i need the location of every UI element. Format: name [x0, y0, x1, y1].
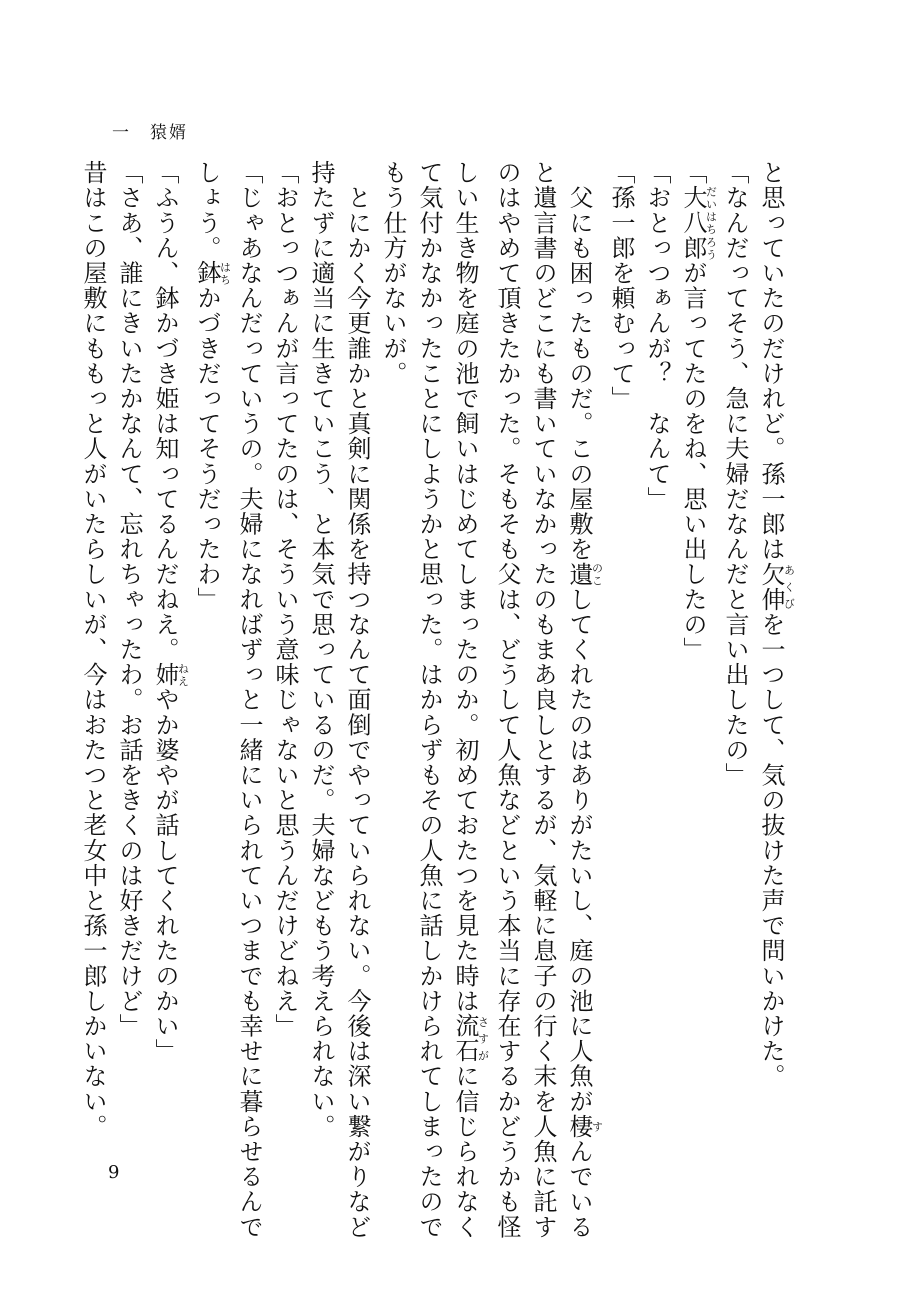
furigana-reading: さすが [476, 1013, 490, 1064]
text-segment: を一つして、気の抜けた声で問いかけた。 [757, 611, 785, 1089]
text-segment: と遺言書のどこにも書いていなかったのもまあ良しとするが、気軽に息子の行く末を人魚に託す [529, 160, 557, 1240]
text-segment: が言ってたのをね、思い出したの」 [679, 260, 707, 663]
ruby-annotated-word: 流石さすが [451, 1013, 490, 1064]
text-line [75, 160, 111, 1160]
text-segment: しい生き物を庭の池で飼いはじめてしまったのか。初めておたつを見た時は [451, 160, 479, 1014]
text-segment: 父にも困ったものだ。この屋敷を [565, 160, 593, 562]
text-line [147, 160, 189, 1160]
text-line [489, 160, 525, 1240]
chapter-number: 一 [112, 123, 131, 143]
text-segment: んでいる [565, 1138, 593, 1240]
text-line [603, 160, 639, 1160]
body-text [75, 160, 796, 1240]
text-segment: 「 [679, 160, 707, 186]
ruby-annotated-word: 欠伸あくび [757, 561, 796, 612]
text-segment: 「ふうん、鉢かづき姫は知ってるんだねえ。 [151, 160, 179, 662]
ruby-annotated-word: 大八郎だいはちろう [679, 185, 718, 261]
text-line [111, 160, 147, 1160]
text-segment: 「じゃあなんだっていうの。夫婦になればずっと一緒にいられていつまでも幸せに暮らせるんで [235, 160, 263, 1240]
text-segment: のはやめて頂きたかった。そもそも父は、どうして人魚などという本当に存在するかどうかも怪 [493, 160, 521, 1240]
text-segment: してくれたのはありがたいし、庭の池に人魚が [565, 586, 593, 1114]
text-line [753, 160, 795, 1160]
text-line [231, 160, 267, 1240]
furigana-reading: ねえ [176, 662, 190, 688]
text-line [189, 160, 231, 1160]
text-segment: 「さあ、誰にきいたかなんて、忘れちゃったわ。お話をきくのは好きだけど」 [115, 160, 143, 1039]
text-line [339, 160, 375, 1240]
text-segment: 「おとっつぁんが言ってたのは、そういう意味じゃないと思うんだけどねえ」 [271, 160, 299, 1039]
furigana-reading: あくび [782, 561, 796, 612]
text-segment: 持たずに適当に生きていこう、と本気で思っているのだ。夫婦などもう考えられない。 [307, 160, 335, 1139]
text-segment: て気付かなかったことにしようかと思った。はからずもその人魚に話しかけられてしまったので [415, 160, 443, 1240]
furigana-reading: だいはちろう [704, 185, 718, 261]
text-segment: に信じられなく [451, 1063, 479, 1240]
furigana-reading: のこ [590, 561, 604, 587]
ruby-annotated-word: 姉ねえ [151, 662, 190, 688]
text-line [525, 160, 561, 1240]
running-header [112, 118, 188, 143]
text-line [639, 160, 675, 1160]
text-segment: と思っていたのだけれど。孫一郎は [757, 160, 785, 562]
text-segment: 「孫一郎を頼むって」 [607, 160, 635, 411]
text-line [411, 160, 447, 1240]
text-segment: かづきだってそうだったわ」 [193, 285, 221, 612]
furigana-reading: す [590, 1113, 604, 1139]
ruby-annotated-word: 棲す [565, 1113, 604, 1139]
text-segment: 昔はこの屋敷にももっと人がいたらしいが、今はおたつと老女中と孫一郎しかいない。 [79, 160, 107, 1139]
chapter-title: 猿婿 [150, 123, 188, 143]
ruby-annotated-word: 鉢はち [193, 260, 232, 286]
text-segment: とにかく今更誰かと真剣に関係を持つなんて面倒でやっていられない。今後は深い繋がりなど [343, 160, 371, 1240]
text-segment: 「おとっつぁんが？ なんて」 [643, 160, 671, 512]
text-line [375, 160, 411, 1160]
text-segment: 「なんだってそう、急に夫婦だなんだと言い出したの」 [721, 160, 749, 788]
text-line [717, 160, 753, 1160]
text-segment: やか婆やが話してくれたのかい」 [151, 687, 179, 1064]
text-line [447, 160, 490, 1240]
text-line [303, 160, 339, 1160]
text-line [561, 160, 604, 1240]
furigana-reading: はち [218, 260, 232, 286]
text-segment: もう仕方がないが。 [379, 160, 407, 386]
text-line [675, 160, 717, 1160]
ruby-annotated-word: 遺のこ [565, 561, 604, 587]
text-line [267, 160, 303, 1160]
text-segment: しょう。 [193, 160, 221, 261]
page-number: 9 [108, 1162, 120, 1183]
